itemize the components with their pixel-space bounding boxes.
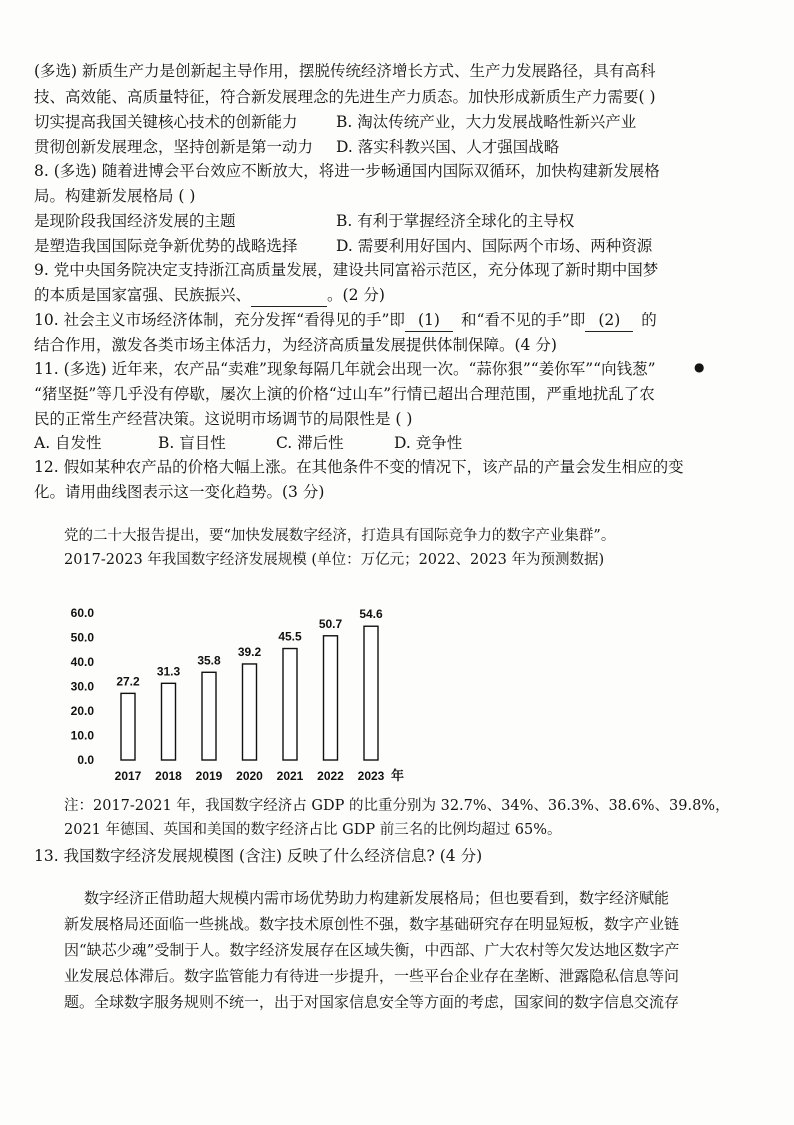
x-axis-unit: 年 — [391, 768, 405, 783]
bar-2022 — [324, 636, 338, 760]
bar-value-label: 50.7 — [318, 616, 343, 631]
x-tick-label: 2019 — [195, 769, 223, 783]
q11-stem-line3: 民的正常生产经营决策。这说明市场调节的局限性是 ( ) — [34, 410, 413, 428]
q10-stem-line2: 结合作用，激发各类市场主体活力，为经济高质量发展提供体制保障。(4 分) — [34, 336, 557, 354]
passage-line: 因“缺芯少魂”受制于人。数字经济发展存在区域失衡，中西部、广大农村等欠发达地区数字产 — [64, 941, 680, 959]
chart-title: 2017-2023 年我国数字经济发展规模 (单位：万亿元；2022、2023 年为预测数据) — [64, 552, 605, 568]
q12-stem-line1: 12. 假如某种农产品的价格大幅上涨。在其他条件不变的情况下，该产品的产量会发生相应的变 — [34, 458, 684, 476]
q7-option-c: 贯彻创新发展理念，坚持创新是第一动力 — [34, 138, 314, 156]
q9-stem-line1: 9. 党中央国务院决定支持浙江高质量发展，建设共同富裕示范区，充分体现了新时期中国梦 — [34, 261, 659, 279]
y-tick-label: 60.0 — [70, 606, 94, 620]
q9-stem-text: 的本质是国家富强、民族振兴、 — [34, 286, 252, 304]
y-tick-label: 10.0 — [70, 728, 94, 743]
bar-2017 — [121, 693, 135, 760]
x-axis-labels — [115, 768, 404, 783]
bar-series — [116, 607, 383, 760]
x-tick-label: 2022 — [317, 769, 344, 783]
digital-economy-bar-chart — [60, 575, 405, 790]
q11-option-a: A. 自发性 — [34, 434, 102, 452]
q10-stem-mid: 和“看不见的手”即 — [460, 311, 586, 329]
x-tick-label: 2021 — [276, 769, 304, 783]
bar-2023 — [364, 626, 378, 760]
bar-value-label: 27.2 — [116, 674, 140, 689]
bar-2018 — [162, 683, 176, 760]
x-tick-label: 2017 — [114, 769, 142, 783]
bar-value-label: 45.5 — [278, 629, 302, 644]
q11-option-b: B. 盲目性 — [158, 434, 226, 452]
q7-option-a: 切实提高我国关键核心技术的创新能力 — [34, 113, 298, 131]
q10-stem-line1 — [34, 309, 657, 332]
material-intro: 党的二十大报告提出，要“加快发展数字经济，打造具有国际竞争力的数字产业集群”。 — [64, 528, 616, 544]
q11-option-d: D. 竞争性 — [394, 434, 463, 452]
bar-value-label: 54.6 — [359, 607, 383, 622]
q7-option-d: D. 落实科教兴国、人才强国战略 — [336, 138, 560, 156]
y-tick-label: 30.0 — [70, 679, 94, 694]
q12-stem-line2: 化。请用曲线图表示这一变化趋势。(3 分) — [34, 483, 325, 501]
q11-stem-line2: “猪坚挺”等几乎没有停歇，屡次上演的价格“过山车”行情已超出合理范围，严重地扰乱了农 — [34, 385, 655, 403]
q7-stem-line1: (多选) 新质生产力是创新起主导作用，摆脱传统经济增长方式、生产力发展路径，具有高科 — [34, 62, 656, 80]
scan-artifact-dot: ● — [694, 360, 705, 374]
q8-option-c: 是塑造我国国际竞争新优势的战略选择 — [34, 237, 298, 255]
q8-stem-line1: 8. (多选) 随着进博会平台效应不断放大，将进一步畅通国内国际双循环，加快构建新发展格 — [34, 162, 660, 180]
y-tick-label: 20.0 — [70, 704, 94, 718]
bar-2019 — [202, 672, 216, 760]
q9-answer-blank[interactable] — [251, 284, 327, 307]
q9-stem-line2 — [34, 284, 385, 307]
q8-stem-line2: 局。构建新发展格局 ( ) — [34, 187, 196, 205]
q10-blank-1[interactable]: (1) — [405, 309, 453, 332]
chart-note-line2: 2021 年德国、英国和美国的数字经济占比 GDP 前三名的比例均超过 65%。 — [64, 822, 562, 838]
q10-stem-end: 的 — [641, 311, 657, 329]
x-tick-label: 2023 — [357, 769, 385, 783]
y-axis-ticks — [71, 606, 95, 767]
passage-line: 业发展总体滞后。数字监管能力有待进一步提升，一些平台企业存在垄断、泄露隐私信息等问 — [64, 967, 680, 985]
bar-value-label: 31.3 — [156, 664, 181, 679]
q8-option-b: B. 有利于掌握经济全球化的主导权 — [336, 212, 575, 230]
q13-stem: 13. 我国数字经济发展规模图 (含注) 反映了什么经济信息? (4 分) — [34, 847, 483, 865]
bar-value-label: 35.8 — [197, 653, 221, 668]
q9-score: 。(2 分) — [327, 286, 385, 304]
q7-option-b: B. 淘汰传统产业，大力发展战略性新兴产业 — [336, 113, 637, 131]
q7-stem-line2: 技、高效能、高质量特征，符合新发展理念的先进生产力质态。加快形成新质生产力需要( ) — [34, 88, 656, 106]
q11-option-c: C. 滞后性 — [276, 434, 344, 452]
passage-line: 数字经济正借助超大规模内需市场优势助力构建新发展格局；但也要看到，数字经济赋能 — [84, 889, 670, 907]
x-tick-label: 2020 — [236, 769, 263, 783]
q8-option-a: 是现阶段我国经济发展的主题 — [34, 212, 236, 230]
q8-option-d: D. 需要利用好国内、国际两个市场、两种资源 — [336, 237, 653, 255]
bar-2021 — [283, 649, 297, 760]
bar-value-label: 39.2 — [237, 644, 262, 659]
x-tick-label: 2018 — [155, 769, 182, 783]
passage-line: 新发展格局还面临一些挑战。数字技术原创性不强，数字基础研究存在明显短板，数字产业链 — [64, 915, 680, 933]
passage-line: 题。全球数字服务规则不统一，出于对国家信息安全等方面的考虑，国家间的数字信息交流存 — [64, 993, 680, 1011]
q11-stem-line1: 11. (多选) 近年来，农产品“卖难”现象每隔几年就会出现一次。“蒜你狠”“姜你军”“向钱葱” — [34, 360, 656, 378]
chart-note-line1: 注：2017-2021 年，我国数字经济占 GDP 的比重分别为 32.7%、34%、36.3%、38.6%、39.8%， — [64, 798, 730, 814]
y-tick-label: 0.0 — [77, 753, 94, 767]
y-tick-label: 40.0 — [70, 655, 94, 669]
q10-blank-2[interactable]: (2) — [585, 309, 633, 332]
q10-stem-pre: 10. 社会主义市场经济体制，充分发挥“看得见的手”即 — [34, 311, 405, 329]
y-tick-label: 50.0 — [70, 630, 94, 645]
bar-2020 — [243, 664, 257, 760]
